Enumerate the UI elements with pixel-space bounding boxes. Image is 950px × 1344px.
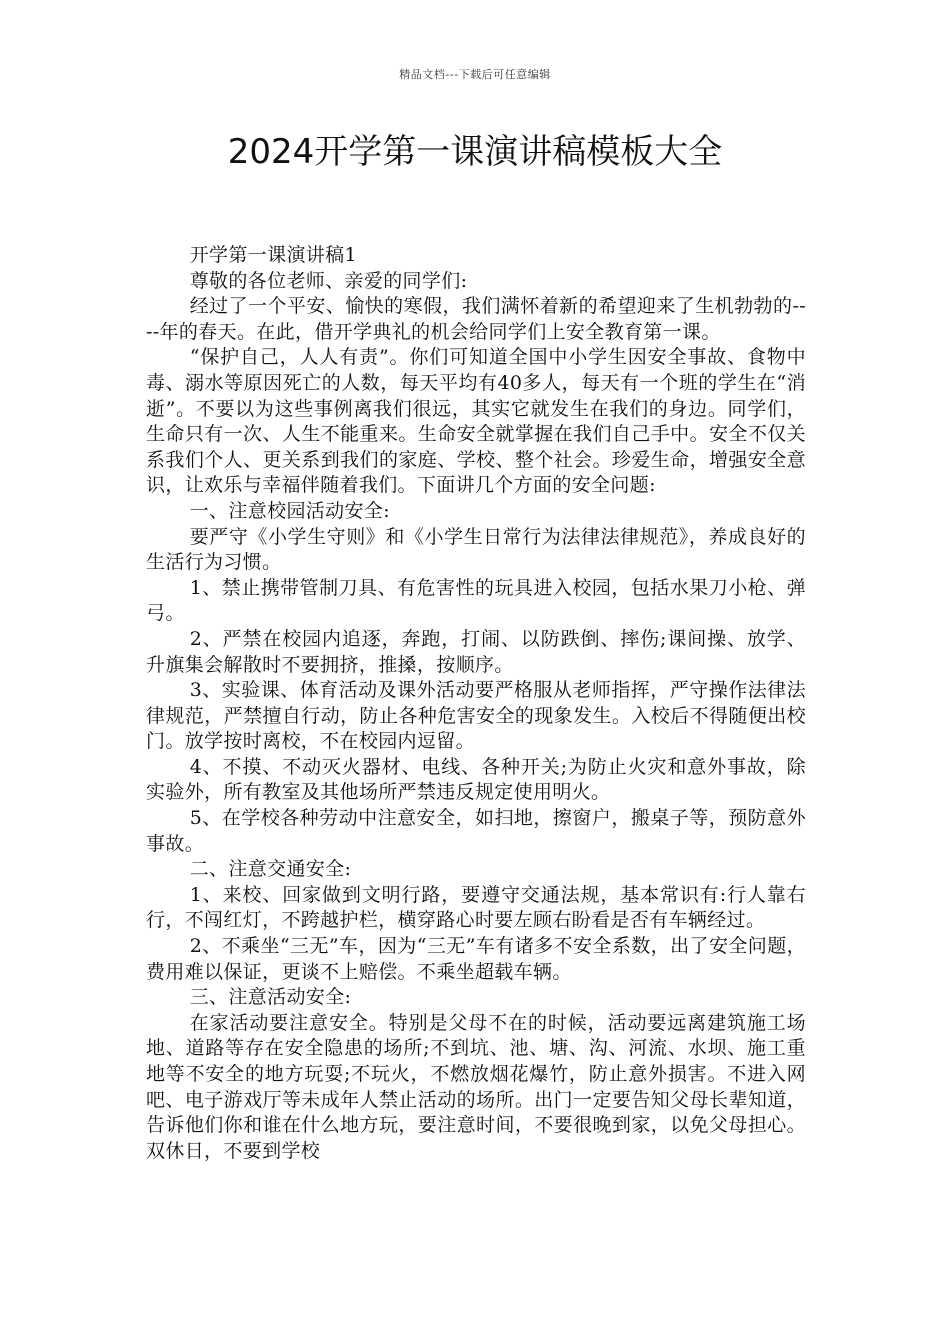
- traffic-item-2: 2、不乘坐“三无”车，因为“三无”车有诸多不安全系数，出了安全问题，费用难以保证，更谈不上赔偿。不乘坐超载车辆。: [146, 935, 806, 983]
- section-heading-campus: 一、注意校园活动安全:: [189, 499, 390, 522]
- campus-item-2: 2、严禁在校园内追逐，奔跑，打闹、以防跌倒、摔伤;课间操、放学、升旗集会解散时不要拥挤，推搡，按顺序。: [146, 627, 806, 676]
- campus-item-4: 4、不摸、不动灭火器材、电线、各种开关;为防止火灾和意外事故，除实验外，所有教室及其他场所严禁违反规定使用明火。: [146, 755, 806, 804]
- document-body: [146, 243, 806, 1164]
- paragraph-intro: 经过了一个平安、愉快的寒假，我们满怀着新的希望迎来了生机勃勃的----年的春天。在此，借开学典礼的机会给同学们上安全教育第一课。: [146, 295, 806, 343]
- header-note: 精品文档---下载后可任意编辑: [399, 68, 551, 81]
- campus-item-1: 1、禁止携带管制刀具、有危害性的玩具进入校园，包括水果刀小枪、弹弓。: [146, 576, 806, 625]
- paragraph-responsibility: “保护自己，人人有责”。你们可知道全国中小学生因安全事故、食物中毒、溺水等原因死亡的人数，每天平均有40多人，每天有一个班的学生在“消逝”。不要以为这些事例离我们很远，其实它就发生在我们的身边。同学们，生命只有一次、人生不能重来。生命安全就掌握在我们自己手中。安全不仅关系我们个人、更关系到我们的家庭、学校、整个社会。珍爱生命，增强安全意识，让欢乐与幸福伴随着我们。下面讲几个方面的安全问题:: [146, 346, 806, 497]
- speech-heading: 开学第一课演讲稿1: [189, 244, 357, 266]
- campus-item-3: 3、实验课、体育活动及课外活动要严格服从老师指挥，严守操作法律法律规范，严禁擅自行动，防止各种危害安全的现象发生。入校后不得随便出校门。放学按时离校，不在校园内逗留。: [146, 679, 806, 753]
- campus-item-5: 5、在学校各种劳动中注意安全，如扫地，擦窗户，搬桌子等，预防意外事故。: [146, 807, 806, 855]
- salutation: 尊敬的各位老师、亲爱的同学们:: [189, 269, 468, 292]
- paragraph-rules: 要严守《小学生守则》和《小学生日常行为法律法律规范》，养成良好的生活行为习惯。: [146, 525, 806, 574]
- paragraph-activity: 在家活动要注意安全。特别是父母不在的时候，活动要远离建筑施工场地、道路等存在安全隐患的场所;不到坑、池、塘、沟、河流、水坝、施工重地等不安全的地方玩耍;不玩火，不燃放烟花爆竹，防止意外损害。不进入网吧、电子游戏厅等未成年人禁止活动的场所。出门一定要告知父母长辈知道，告诉他们你和谁在什么地方玩，要注意时间，不要很晚到家，以免父母担心。双休日，不要到学校: [146, 1011, 806, 1162]
- section-heading-activity: 三、注意活动安全:: [189, 986, 352, 1009]
- traffic-item-1: 1、来校、回家做到文明行路，要遵守交通法规，基本常识有:行人靠右行，不闯红灯，不跨越护栏，横穿路心时要左顾右盼看是否有车辆经过。: [146, 883, 806, 932]
- section-heading-traffic: 二、注意交通安全:: [189, 858, 352, 881]
- document-title: 2024开学第一课演讲稿模板大全: [227, 132, 723, 172]
